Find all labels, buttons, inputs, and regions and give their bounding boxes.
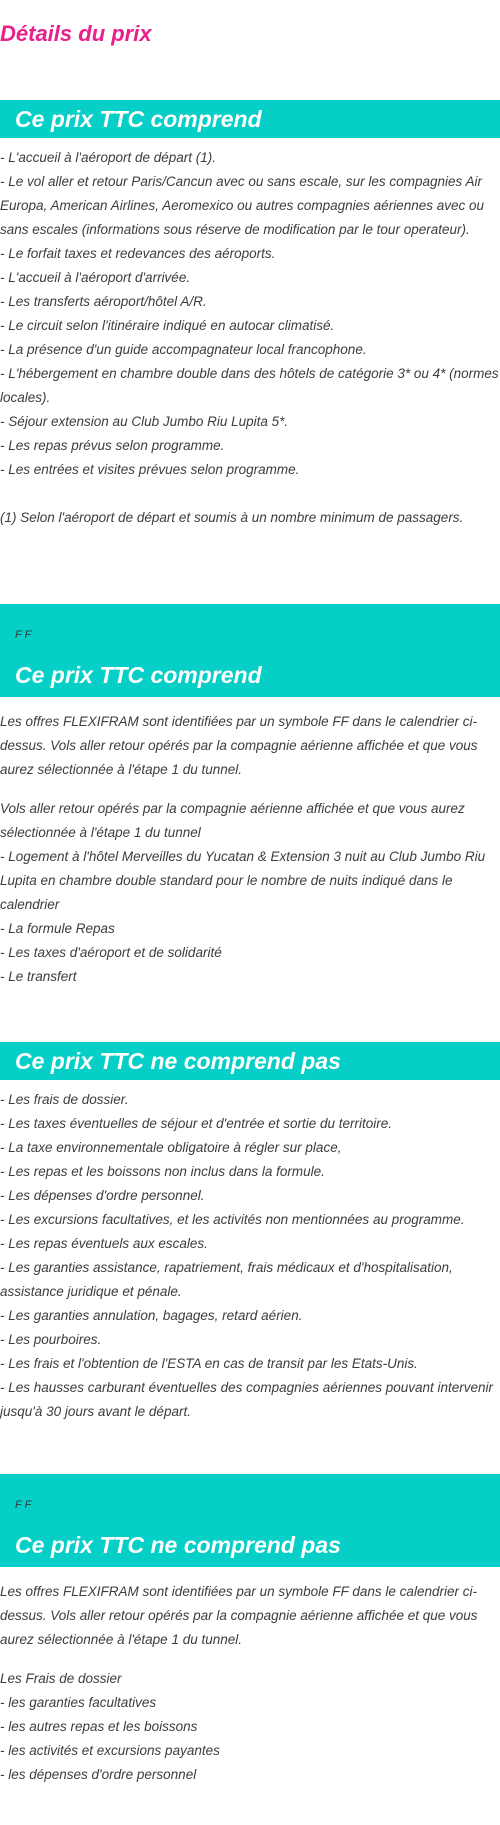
list-item: - Les entrées et visites prévues selon programme. [0, 462, 300, 477]
included-list [0, 146, 500, 530]
list-item: - L'accueil à l'aéroport de départ (1). [0, 150, 217, 165]
list-item: - L'accueil à l'aéroport d'arrivée. [0, 270, 191, 285]
list-item: - Les dépenses d'ordre personnel. [0, 1188, 205, 1203]
list-item: - Le forfait taxes et redevances des aéroports. [0, 246, 276, 261]
list-item: - Les repas et les boissons non inclus dans la formule. [0, 1164, 325, 1179]
list-item: - Les garanties assistance, rapatriement, frais médicaux et d'hospitalisation, assistance juridique et pénale. [0, 1260, 453, 1299]
list-item: - Les hausses carburant éventuelles des compagnies aériennes pouvant intervenir jusqu'à 30 jours avant le départ. [0, 1380, 494, 1419]
ff-included-text [0, 710, 500, 989]
list-item: - Les repas éventuels aux escales. [0, 1236, 208, 1251]
ff-not-included-text [0, 1580, 500, 1787]
section-title: Ce prix TTC ne comprend pas [15, 1532, 341, 1558]
list-item: - Les frais et l'obtention de l'ESTA en cas de transit par les Etats-Unis. [0, 1356, 418, 1371]
list-item: - Le transfert [0, 969, 77, 984]
list-item: - Les taxes éventuelles de séjour et d'entrée et sortie du territoire. [0, 1116, 393, 1131]
ff-intro: Les offres FLEXIFRAM sont identifiées par un symbole FF dans le calendrier ci-dessus. Vols aller retour opérés par la compagnie aérienne affichée et que vous aurez sélectionnée à l'étape 1 du tunnel. [0, 714, 478, 777]
list-item: - les dépenses d'ordre personnel [0, 1767, 197, 1782]
section-header-ff-not-included [0, 1474, 500, 1567]
ff-lead: Vols aller retour opérés par la compagnie aérienne affichée et que vous aurez sélectionnée à l'étape 1 du tunnel [0, 801, 465, 840]
list-item: - La taxe environnementale obligatoire à régler sur place, [0, 1140, 342, 1155]
list-item: - Les repas prévus selon programme. [0, 438, 225, 453]
list-item: - Les excursions facultatives, et les activités non mentionnées au programme. [0, 1212, 465, 1227]
list-item: - Le circuit selon l'itinéraire indiqué en autocar climatisé. [0, 318, 335, 333]
list-item: - La formule Repas [0, 921, 115, 936]
page-title: Détails du prix [0, 21, 152, 46]
list-item: - Les taxes d'aéroport et de solidarité [0, 945, 222, 960]
section-title: Ce prix TTC comprend [15, 106, 262, 132]
list-item: - Le vol aller et retour Paris/Cancun avec ou sans escale, sur les compagnies Air Europa, American Airlines, Aeromexico ou autres compagnies aériennes avec ou sans escales (informations sous réserve de modification par le tour operateur). [0, 174, 485, 237]
list-item: - Les frais de dossier. [0, 1092, 129, 1107]
list-item: - les activités et excursions payantes [0, 1743, 220, 1758]
list-item: - les garanties facultatives [0, 1695, 157, 1710]
section-header-ff-included [0, 604, 500, 697]
list-item: - Les transferts aéroport/hôtel A/R. [0, 294, 207, 309]
ff-lead: Les Frais de dossier [0, 1671, 122, 1686]
list-item: - La présence d'un guide accompagnateur local francophone. [0, 342, 367, 357]
ff-tag: F F [15, 1499, 32, 1511]
list-item: - Logement à l'hôtel Merveilles du Yucatan & Extension 3 nuit au Club Jumbo Riu Lupita en chambre double standard pour le nombre de nuits indiqué dans le calendrier [0, 849, 486, 912]
footnote: (1) Selon l'aéroport de départ et soumis à un nombre minimum de passagers. [0, 510, 464, 525]
list-item: - Séjour extension au Club Jumbo Riu Lupita 5*. [0, 414, 289, 429]
section-header-not-included [0, 1042, 500, 1080]
list-item: - L'hébergement en chambre double dans des hôtels de catégorie 3* ou 4* (normes locales). [0, 366, 499, 405]
ff-tag: F F [15, 629, 32, 641]
not-included-list [0, 1088, 500, 1424]
section-title: Ce prix TTC ne comprend pas [15, 1048, 341, 1074]
section-title: Ce prix TTC comprend [15, 662, 262, 688]
list-item: - Les pourboires. [0, 1332, 102, 1347]
list-item: - les autres repas et les boissons [0, 1719, 198, 1734]
section-header-included [0, 100, 500, 138]
ff-intro: Les offres FLEXIFRAM sont identifiées par un symbole FF dans le calendrier ci-dessus. Vols aller retour opérés par la compagnie aérienne affichée et que vous aurez sélectionnée à l'étape 1 du tunnel. [0, 1584, 478, 1647]
list-item: - Les garanties annulation, bagages, retard aérien. [0, 1308, 303, 1323]
